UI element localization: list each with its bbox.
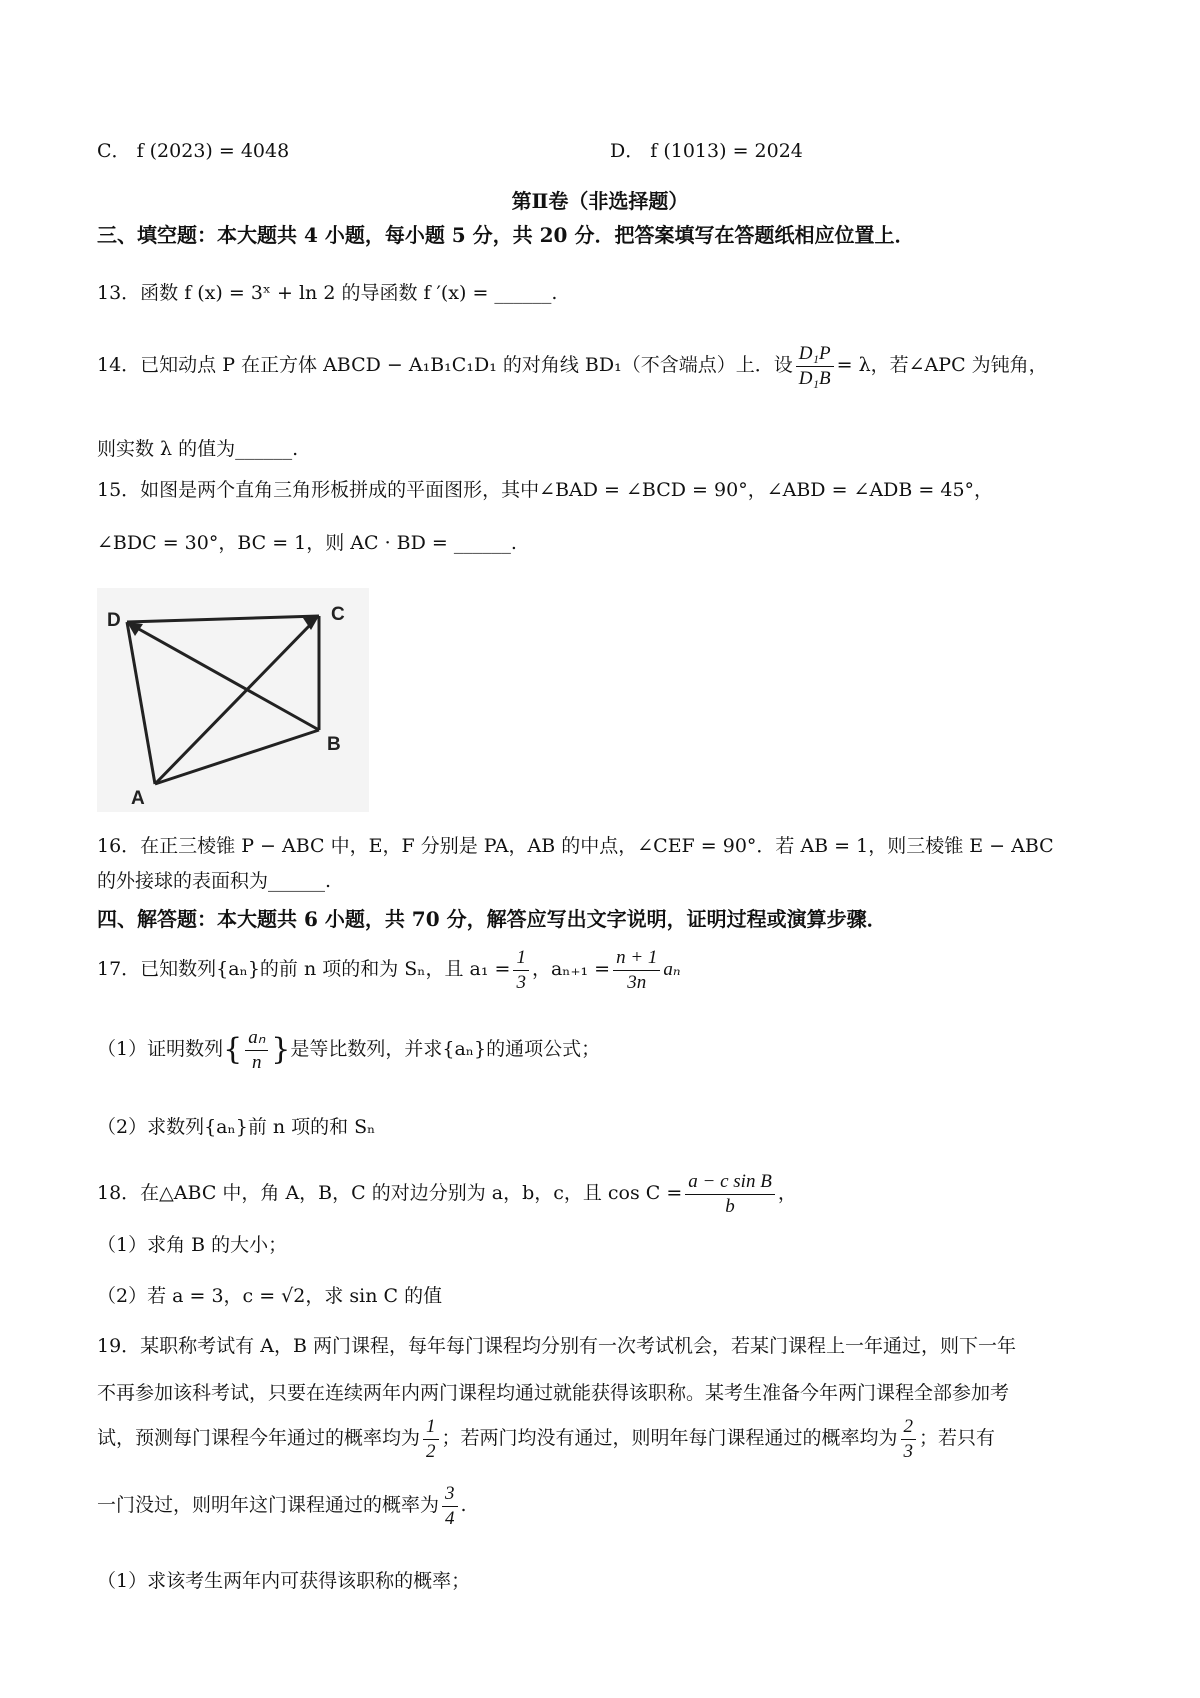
fraction-denominator: 3n bbox=[627, 971, 647, 993]
option-c: C． f (2023) = 4048 bbox=[97, 140, 290, 162]
fraction-numerator: n + 1 bbox=[613, 946, 660, 971]
fraction-denominator: 3 bbox=[903, 1440, 914, 1462]
question-19-part1: （1）求该考生两年内可获得该职称的概率； bbox=[97, 1570, 471, 1592]
question-14-cont: 则实数 λ 的值为______. bbox=[97, 438, 299, 460]
question-18 bbox=[97, 1168, 797, 1219]
question-14-text-b: = λ，若∠APC 为钝角， bbox=[836, 354, 1048, 376]
fraction-denominator: 4 bbox=[445, 1507, 455, 1529]
label-a: A bbox=[131, 788, 145, 809]
segment-dc bbox=[127, 616, 319, 622]
part2-title: 第Ⅱ卷（非选择题） bbox=[511, 189, 689, 213]
question-15-cont: ∠BDC = 30°，BC = 1，则 AC · BD = ______. bbox=[97, 532, 517, 554]
fraction-numerator: 3 bbox=[442, 1482, 458, 1507]
question-19-line3-text-c: ；若只有 bbox=[919, 1427, 996, 1449]
question-19-line2: 不再参加该科考试，只要在连续两年内两门课程均通过就能获得该职称。某考生准备今年两门课程全部参加考 bbox=[97, 1382, 1010, 1404]
fraction-numerator: D₁P bbox=[796, 342, 834, 367]
question-17-part1-text-a: （1）证明数列 bbox=[97, 1038, 224, 1060]
question-17-text-c: aₙ bbox=[663, 959, 681, 980]
brace-right: } bbox=[271, 1032, 291, 1067]
question-17-text-b: ，aₙ₊₁ = bbox=[531, 958, 611, 980]
question-17-fraction-2 bbox=[613, 946, 660, 995]
fraction-denominator: n bbox=[251, 1051, 262, 1073]
question-19-line4-text-a: 一门没过，则明年这门课程通过的概率为 bbox=[97, 1494, 440, 1516]
triangle-figure bbox=[97, 588, 369, 812]
question-16: 16．在正三棱锥 P − ABC 中，E，F 分别是 PA，AB 的中点，∠CEF = 90°．若 AB = 1，则三棱锥 E − ABC bbox=[97, 835, 1054, 857]
label-d: D bbox=[107, 610, 121, 631]
question-14-fraction bbox=[796, 342, 834, 391]
question-19-line3 bbox=[97, 1413, 995, 1464]
section3-header: 三、填空题：本大题共 4 小题，每小题 5 分，共 20 分．把答案填写在答题纸相应位置上． bbox=[97, 223, 915, 247]
question-19-line3-text-b: ；若两门均没有通过，则明年每门课程通过的概率均为 bbox=[441, 1427, 898, 1449]
question-19-fraction-3 bbox=[442, 1482, 458, 1531]
question-14-text-a: 14．已知动点 P 在正方体 ABCD − A₁B₁C₁D₁ 的对角线 BD₁（不含端点）上．设 bbox=[97, 354, 793, 376]
question-18-part2: （2）若 a = 3，c = √2，求 sin C 的值 bbox=[97, 1285, 443, 1307]
question-15: 15．如图是两个直角三角形板拼成的平面图形，其中∠BAD = ∠BCD = 90°，∠ABD = ∠ADB = 45°， bbox=[97, 479, 994, 501]
fraction-numerator: 1 bbox=[513, 946, 529, 971]
question-19-line4 bbox=[97, 1480, 467, 1531]
triangle-diagram bbox=[97, 588, 369, 812]
question-19-fraction-1 bbox=[423, 1415, 439, 1464]
question-14 bbox=[97, 340, 1048, 391]
question-13: 13．函数 f (x) = 3ˣ + ln 2 的导函数 f ′(x) = ______. bbox=[97, 282, 558, 304]
question-17-text-a: 17．已知数列{aₙ}的前 n 项的和为 Sₙ，且 a₁ = bbox=[97, 958, 511, 980]
question-17-part1 bbox=[97, 1024, 600, 1075]
fraction-numerator: 1 bbox=[423, 1415, 439, 1440]
segment-ad bbox=[127, 622, 155, 784]
label-b: B bbox=[327, 734, 341, 755]
question-19: 19．某职称考试有 A，B 两门课程，每年每门课程均分别有一次考试机会，若某门课程上一年通过，则下一年 bbox=[97, 1335, 1016, 1357]
question-17-part1-fraction bbox=[245, 1026, 268, 1075]
question-18-part1: （1）求角 B 的大小； bbox=[97, 1234, 288, 1256]
fraction-numerator: a − c sin B bbox=[685, 1170, 775, 1195]
question-19-fraction-2 bbox=[901, 1415, 917, 1464]
question-19-line4-text-b: . bbox=[460, 1494, 467, 1516]
segment-ac bbox=[155, 624, 311, 784]
question-16-cont: 的外接球的表面积为______. bbox=[97, 870, 332, 892]
fraction-denominator: 3 bbox=[516, 971, 526, 993]
question-18-text-b: ， bbox=[777, 1182, 797, 1204]
question-17-part2: （2）求数列{aₙ}前 n 项的和 Sₙ bbox=[97, 1116, 376, 1138]
question-17 bbox=[97, 944, 681, 995]
question-17-part1-text-b: 是等比数列，并求{aₙ}的通项公式； bbox=[290, 1038, 601, 1060]
section4-header: 四、解答题：本大题共 6 小题，共 70 分，解答应写出文字说明，证明过程或演算步骤． bbox=[97, 907, 887, 931]
question-17-fraction-1 bbox=[513, 946, 529, 995]
fraction-numerator: aₙ bbox=[245, 1026, 268, 1051]
fraction-denominator: b bbox=[725, 1195, 735, 1217]
question-18-text-a: 18．在△ABC 中，角 A，B，C 的对边分别为 a，b，c，且 cos C = bbox=[97, 1182, 683, 1204]
fraction-numerator: 2 bbox=[901, 1415, 917, 1440]
option-d: D． f (1013) = 2024 bbox=[610, 140, 803, 162]
question-19-line3-text-a: 试，预测每门课程今年通过的概率均为 bbox=[97, 1427, 421, 1449]
fraction-denominator: 2 bbox=[426, 1440, 436, 1462]
question-18-fraction bbox=[685, 1170, 775, 1219]
brace-left: { bbox=[223, 1032, 243, 1067]
label-c: C bbox=[331, 604, 345, 625]
fraction-denominator: D₁B bbox=[798, 367, 831, 389]
